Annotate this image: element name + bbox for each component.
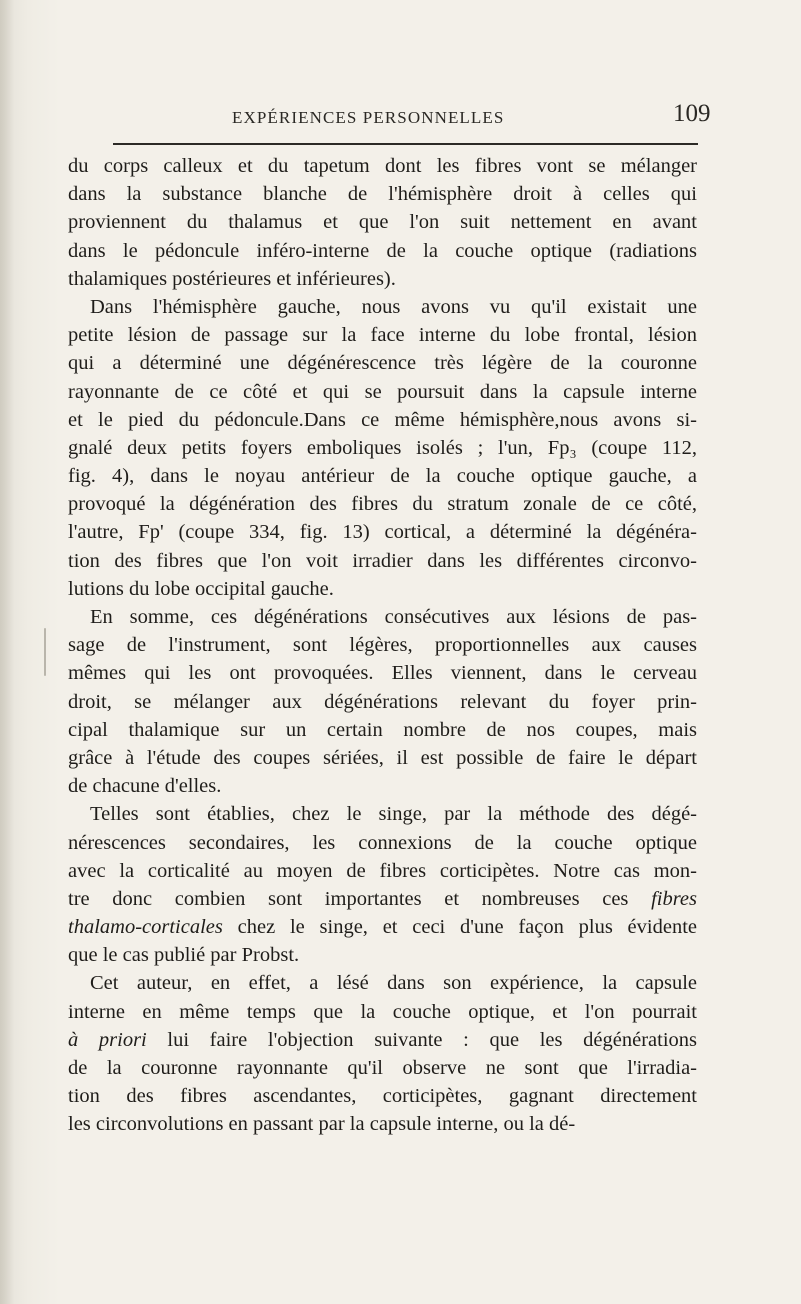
- binding-shadow: [0, 0, 14, 1304]
- text-line: [68, 349, 697, 377]
- text-line: [68, 1026, 697, 1054]
- text-span: dans la substance blanche de l'hémisphère droit à celles qui: [68, 183, 697, 206]
- text-span: avec la corticalité au moyen de fibres corticipètes. Notre cas mon-: [68, 859, 697, 882]
- text-span: et le pied du pédoncule.Dans ce même hémisphère,nous avons si-: [68, 408, 697, 431]
- text-span: cipal thalamique sur un certain nombre de nos coupes, mais: [68, 718, 697, 741]
- text-line: [68, 772, 697, 800]
- text-span: fig. 4), dans le noyau antérieur de la couche optique gauche, a: [68, 465, 697, 488]
- text-span: gnalé deux petits foyers emboliques isolés ; l'un, Fp₃ (coupe 112,: [68, 436, 697, 459]
- text-span: proviennent du thalamus et que l'on suit nettement en avant: [68, 211, 697, 234]
- margin-mark: [44, 628, 46, 676]
- text-line: [68, 1082, 697, 1110]
- text-span: dans le pédoncule inféro-interne de la couche optique (radiations: [68, 239, 697, 262]
- text-span: chez le singe, et ceci d'une façon plus évidente: [222, 916, 697, 939]
- text-span: que le cas publié par Probst.: [68, 944, 300, 967]
- text-line: [68, 547, 697, 575]
- text-line: [68, 631, 697, 659]
- text-span: lui faire l'objection suivante : que les dégénérations: [146, 1028, 697, 1051]
- italic-text: thalamo-corticales: [68, 916, 223, 939]
- text-line: [68, 208, 697, 236]
- text-line: [68, 180, 697, 208]
- text-span: Telles sont établies, chez le singe, par la méthode des dégé-: [90, 803, 697, 826]
- text-line: [68, 885, 697, 913]
- text-span: provoqué la dégénération des fibres du stratum zonale de ce côté,: [68, 493, 697, 516]
- text-line: [68, 490, 697, 518]
- text-line: [68, 744, 697, 772]
- text-line: [68, 829, 697, 857]
- text-line: [68, 152, 697, 180]
- page-number: 109: [673, 100, 711, 127]
- text-line: [68, 688, 697, 716]
- text-span: grâce à l'étude des coupes sériées, il est possible de faire le départ: [68, 746, 697, 769]
- italic-text: fibres: [651, 887, 697, 910]
- text-line: [68, 434, 697, 462]
- text-span: interne en même temps que la couche optique, et l'on pourrait: [68, 1000, 697, 1023]
- text-span: Cet auteur, en effet, a lésé dans son expérience, la capsule: [90, 972, 697, 995]
- text-span: tre donc combien sont importantes et nombreuses ces: [68, 887, 652, 910]
- text-span: de chacune d'elles.: [68, 775, 222, 798]
- text-line: [68, 321, 697, 349]
- text-line: [68, 406, 697, 434]
- text-span: les circonvolutions en passant par la capsule interne, ou la dé-: [68, 1113, 576, 1136]
- text-line: [68, 857, 697, 885]
- running-head: EXPÉRIENCES PERSONNELLES: [232, 108, 505, 127]
- header-rule: [113, 143, 698, 145]
- text-line: [68, 998, 697, 1026]
- text-line: [68, 518, 697, 546]
- text-span: tion des fibres ascendantes, corticipètes, gagnant directement: [68, 1085, 697, 1108]
- text-line: [68, 716, 697, 744]
- text-span: nérescences secondaires, les connexions de la couche optique: [68, 831, 697, 854]
- body-text: [68, 152, 697, 1139]
- text-span: l'autre, Fp' (coupe 334, fig. 13) cortical, a déterminé la dégénéra-: [68, 521, 697, 544]
- text-line: [68, 659, 697, 687]
- text-span: droit, se mélanger aux dégénérations relevant du foyer prin-: [68, 690, 697, 713]
- text-line: [68, 1054, 697, 1082]
- text-span: de la couronne rayonnante qu'il observe ne sont que l'irradia-: [68, 1057, 697, 1079]
- text-span: qui a déterminé une dégénérescence très légère de la couronne: [68, 352, 697, 375]
- text-span: du corps calleux et du tapetum dont les fibres vont se mélanger: [68, 155, 697, 177]
- text-span: En somme, ces dégénérations consécutives aux lésions de pas-: [90, 606, 697, 628]
- text-span: mêmes qui les ont provoquées. Elles viennent, dans le cerveau: [68, 662, 697, 685]
- text-span: lutions du lobe occipital gauche.: [68, 577, 334, 600]
- text-line: [68, 378, 697, 406]
- text-span: petite lésion de passage sur la face interne du lobe frontal, lésion: [68, 324, 697, 347]
- text-line: [68, 941, 697, 969]
- text-line: [68, 969, 697, 997]
- text-span: Dans l'hémisphère gauche, nous avons vu qu'il existait une: [90, 295, 697, 318]
- text-span: sage de l'instrument, sont légères, proportionnelles aux causes: [68, 634, 697, 657]
- text-line: [68, 603, 697, 631]
- text-span: tion des fibres que l'on voit irradier dans les différentes circonvo-: [68, 549, 697, 572]
- text-span: rayonnante de ce côté et qui se poursuit dans la capsule interne: [68, 380, 697, 403]
- text-line: [68, 265, 697, 293]
- text-line: [68, 575, 697, 603]
- text-line: [68, 913, 697, 941]
- italic-text: à priori: [68, 1028, 147, 1051]
- text-line: [68, 462, 697, 490]
- text-line: [68, 1110, 697, 1138]
- text-line: [68, 293, 697, 321]
- text-span: thalamiques postérieures et inférieures).: [68, 267, 396, 290]
- text-line: [68, 800, 697, 828]
- text-line: [68, 237, 697, 265]
